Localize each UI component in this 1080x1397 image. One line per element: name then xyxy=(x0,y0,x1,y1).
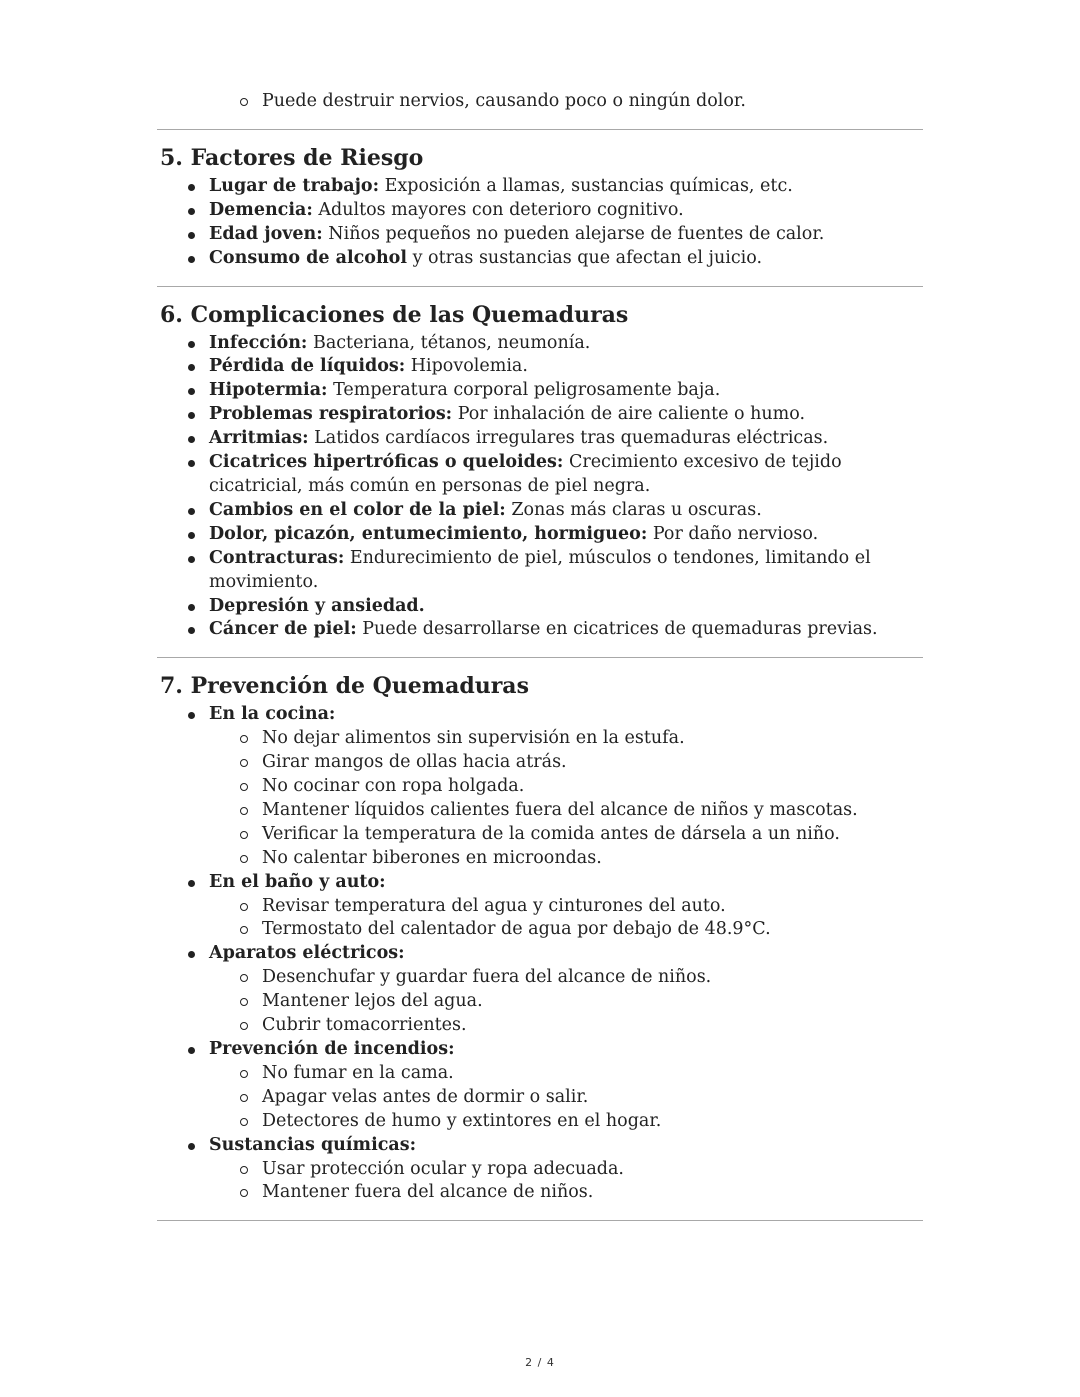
item-term: Hipotermia: xyxy=(209,380,328,401)
item-description: y otras sustancias que afectan el juicio. xyxy=(407,247,763,268)
list-item xyxy=(157,247,923,271)
item-term: Infección: xyxy=(209,332,308,353)
sub-list-item: Apagar velas antes de dormir o salir. xyxy=(157,1086,923,1110)
intro-list xyxy=(157,90,923,114)
sub-list-item: No calentar biberones en microondas. xyxy=(157,847,923,871)
item-term: Cambios en el color de la piel: xyxy=(209,499,506,520)
sub-list-item: Revisar temperatura del agua y cinturones del auto. xyxy=(157,895,923,919)
sub-list-item: No dejar alimentos sin supervisión en la estufa. xyxy=(157,727,923,751)
list-item xyxy=(157,355,923,379)
list-item: Puede destruir nervios, causando poco o ningún dolor. xyxy=(157,90,923,114)
list-item xyxy=(157,223,923,247)
item-term: Contracturas: xyxy=(209,547,345,568)
risk-factors-list xyxy=(157,175,923,271)
item-term: Edad joven: xyxy=(209,223,323,244)
sub-list-item: Mantener fuera del alcance de niños. xyxy=(157,1181,923,1205)
item-description: Por inhalación de aire caliente o humo. xyxy=(452,404,806,425)
section-divider xyxy=(157,1220,923,1221)
sub-list-item: Cubrir tomacorrientes. xyxy=(157,1014,923,1038)
list-item xyxy=(157,427,923,451)
section-divider xyxy=(157,657,923,658)
item-description: Temperatura corporal peligrosamente baja. xyxy=(327,380,721,401)
section-heading-prevention: 7. Prevención de Quemaduras xyxy=(160,673,529,700)
item-description: Bacteriana, tétanos, neumonía. xyxy=(307,332,591,353)
complications-list xyxy=(157,332,923,643)
item-description: Endurecimiento de piel, músculos o tendones, limitando el movimiento. xyxy=(209,547,871,592)
sub-list-item: Mantener lejos del agua. xyxy=(157,990,923,1014)
group-label: Prevención de incendios: xyxy=(209,1039,455,1059)
sub-list-item: No fumar en la cama. xyxy=(157,1062,923,1086)
group-label: En la cocina: xyxy=(209,704,336,725)
sub-list-item: No cocinar con ropa holgada. xyxy=(157,775,923,799)
sub-list-item: Detectores de humo y extintores en el hogar. xyxy=(157,1110,923,1134)
list-item-group xyxy=(157,1038,923,1062)
list-item xyxy=(157,499,923,523)
section-divider xyxy=(157,129,923,130)
group-label: Sustancias químicas: xyxy=(209,1134,417,1155)
list-item xyxy=(157,595,923,619)
list-item-group xyxy=(157,942,923,966)
list-item xyxy=(157,175,923,199)
prevention-list xyxy=(157,703,923,1205)
item-term: Consumo de alcohol xyxy=(209,247,408,268)
sub-list-item: Termostato del calentador de agua por debajo de 48.9°C. xyxy=(157,918,923,942)
list-item-group xyxy=(157,1134,923,1158)
item-term: Pérdida de líquidos: xyxy=(209,356,406,377)
item-term: Lugar de trabajo: xyxy=(209,175,380,196)
item-description: Zonas más claras u oscuras. xyxy=(505,499,762,520)
page-number: 2 / 4 xyxy=(525,1356,555,1369)
section-heading-risk-factors: 5. Factores de Riesgo xyxy=(160,144,424,171)
sub-list-item: Verificar la temperatura de la comida antes de dársela a un niño. xyxy=(157,823,923,847)
item-description: Latidos cardíacos irregulares tras quemaduras eléctricas. xyxy=(308,428,829,449)
list-item xyxy=(157,547,923,595)
item-description: Hipovolemia. xyxy=(405,356,528,377)
list-item xyxy=(157,618,923,642)
item-term: Dolor, picazón, entumecimiento, hormigueo: xyxy=(209,523,648,544)
sub-list-item: Mantener líquidos calientes fuera del alcance de niños y mascotas. xyxy=(157,799,923,823)
section-heading-complications: 6. Complicaciones de las Quemaduras xyxy=(160,301,629,328)
list-item-group xyxy=(157,871,923,895)
item-term: Cicatrices hipertróficas o queloides: xyxy=(209,452,564,473)
item-description: Niños pequeños no pueden alejarse de fuentes de calor. xyxy=(322,223,825,244)
item-term: Cáncer de piel: xyxy=(209,619,357,640)
list-item xyxy=(157,379,923,403)
item-term: Arritmias: xyxy=(209,428,309,449)
item-description: Por daño nervioso. xyxy=(647,523,819,544)
group-label: En el baño y auto: xyxy=(209,871,386,892)
item-term: Demencia: xyxy=(209,199,313,220)
list-item xyxy=(157,451,923,499)
item-description: Puede desarrollarse en cicatrices de quemaduras previas. xyxy=(356,619,878,640)
sub-list-item: Desenchufar y guardar fuera del alcance de niños. xyxy=(157,966,923,990)
section-divider xyxy=(157,286,923,287)
group-label: Aparatos eléctricos: xyxy=(209,943,405,964)
list-item-group xyxy=(157,703,923,727)
item-term: Depresión y ansiedad. xyxy=(209,595,425,616)
list-item xyxy=(157,332,923,356)
item-description: Crecimiento excesivo de tejido cicatricial, más común en personas de piel negra. xyxy=(209,452,842,496)
sub-list-item: Girar mangos de ollas hacia atrás. xyxy=(157,751,923,775)
item-term: Problemas respiratorios: xyxy=(209,404,453,425)
list-item xyxy=(157,523,923,547)
item-description: Exposición a llamas, sustancias químicas, etc. xyxy=(379,175,793,196)
document-content xyxy=(157,90,923,1221)
list-item xyxy=(157,403,923,427)
list-item xyxy=(157,199,923,223)
item-description: Adultos mayores con deterioro cognitivo. xyxy=(312,199,684,220)
sub-list-item: Usar protección ocular y ropa adecuada. xyxy=(157,1158,923,1182)
